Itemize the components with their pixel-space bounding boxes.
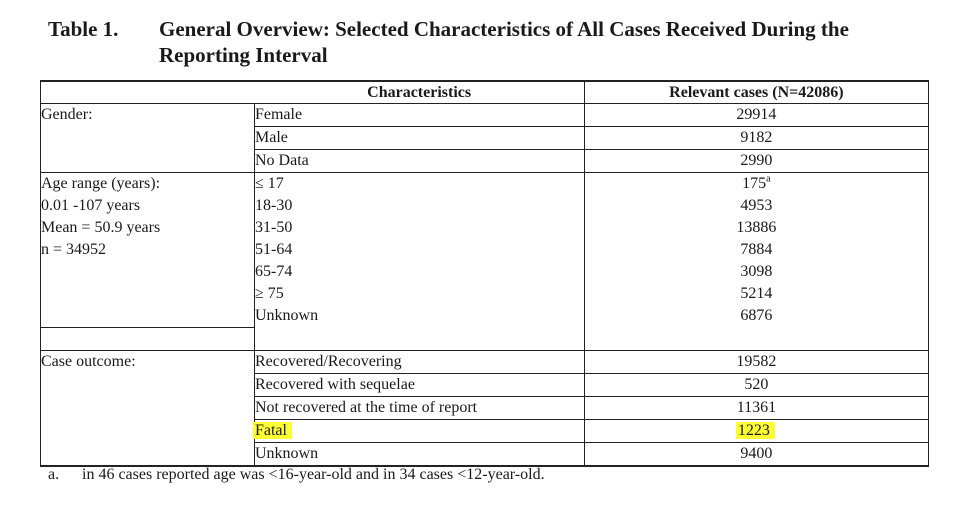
table-spacer-row	[41, 327, 929, 350]
row-value: 11361	[584, 396, 928, 419]
characteristics-table	[40, 80, 929, 467]
row-value-number: 175	[742, 175, 767, 192]
row-value: 19582	[584, 350, 928, 373]
row-label: ≤ 17	[254, 173, 584, 196]
row-value: 3098	[584, 261, 928, 283]
table-row	[41, 104, 929, 127]
row-value: 7884	[584, 239, 928, 261]
row-label	[254, 419, 584, 442]
highlighted-value: 1223	[736, 422, 775, 439]
header-blank-cell	[41, 81, 255, 104]
row-label: Unknown	[254, 305, 584, 327]
footnote-mark: a	[766, 173, 771, 185]
age-group-label	[41, 173, 255, 328]
row-label: Female	[254, 104, 584, 127]
footnote-marker: a.	[48, 466, 60, 483]
row-label: Unknown	[254, 442, 584, 466]
spacer-cell	[584, 327, 928, 350]
row-label: 65-74	[254, 261, 584, 283]
age-label-line: n = 34952	[41, 241, 107, 258]
table-title: General Overview: Selected Characteristics of All Cases Received During the Reporting Interval	[159, 17, 849, 67]
row-label: 51-64	[254, 239, 584, 261]
row-value: 9182	[584, 127, 928, 150]
row-label: No Data	[254, 150, 584, 173]
row-value: 520	[584, 373, 928, 396]
row-label: 31-50	[254, 217, 584, 239]
table-row	[41, 173, 929, 196]
table-header-row	[41, 81, 929, 104]
table-number: Table 1.	[48, 17, 119, 41]
row-label: Not recovered at the time of report	[254, 396, 584, 419]
row-value: 6876	[584, 305, 928, 327]
row-label: Recovered with sequelae	[254, 373, 584, 396]
row-value: 2990	[584, 150, 928, 173]
spacer-cell	[41, 327, 255, 350]
header-characteristics: Characteristics	[254, 81, 584, 104]
row-value	[584, 419, 928, 442]
row-label: ≥ 75	[254, 283, 584, 305]
outcome-group-label: Case outcome:	[41, 350, 255, 466]
age-label-line: 0.01 -107 years	[41, 197, 141, 214]
row-value: 4953	[584, 195, 928, 217]
row-value	[584, 173, 928, 196]
table-row	[41, 350, 929, 373]
row-label: Male	[254, 127, 584, 150]
spacer-cell	[254, 327, 584, 350]
row-label: 18-30	[254, 195, 584, 217]
row-value: 5214	[584, 283, 928, 305]
gender-group-label: Gender:	[41, 104, 255, 173]
row-value: 13886	[584, 217, 928, 239]
highlighted-label: Fatal	[253, 422, 292, 439]
age-label-line: Age range (years):	[41, 175, 161, 192]
row-value: 29914	[584, 104, 928, 127]
row-value: 9400	[584, 442, 928, 466]
age-label-line: Mean = 50.9 years	[41, 219, 161, 236]
footnote-text: in 46 cases reported age was <16-year-old and in 34 cases <12-year-old.	[82, 466, 545, 483]
row-label: Recovered/Recovering	[254, 350, 584, 373]
header-relevant-cases: Relevant cases (N=42086)	[584, 81, 928, 104]
